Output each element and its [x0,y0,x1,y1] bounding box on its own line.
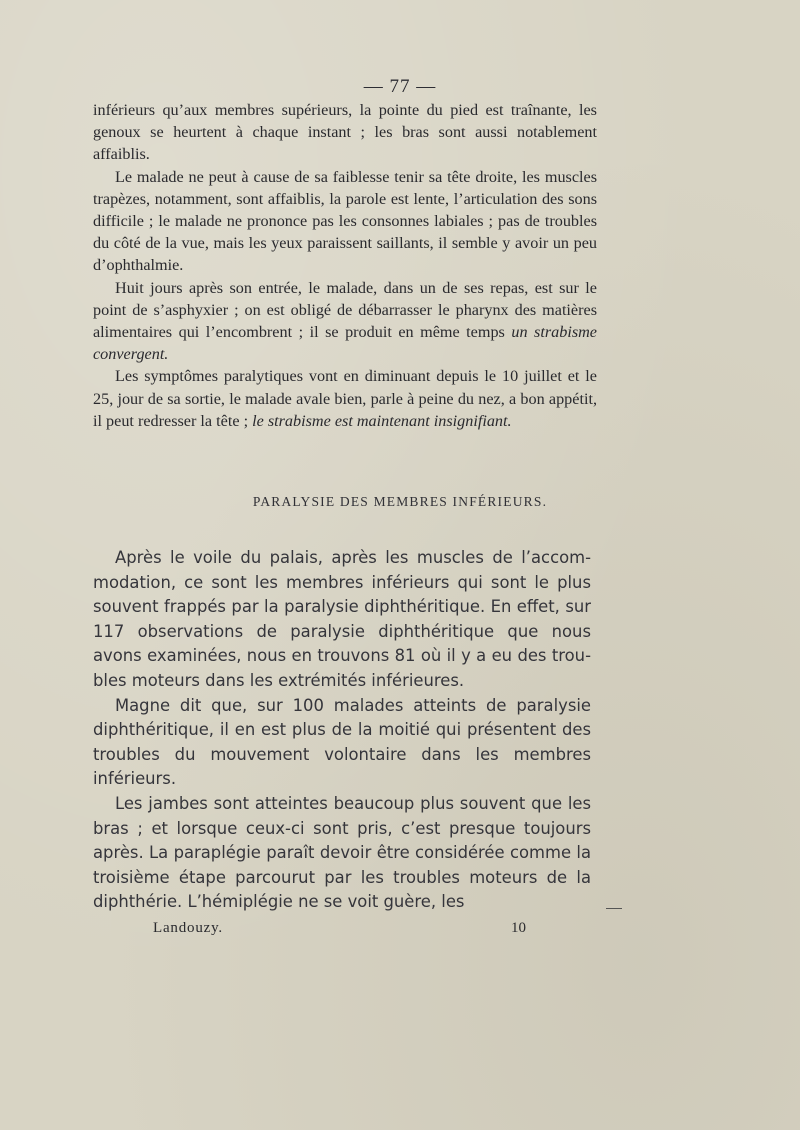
paragraph-frequency: Après le voile du palais, après les muscles de l’accommodation, ce sont les membres inférieurs qui sont le plus souvent frappés par la paralysie diphthéritique. En effet, sur 117 observations de paralysie diphthéritique que nous avons examinées, nous en trouvons 81 où il y a eu des troubles moteurs dans les extrémités inférieures. [93,548,591,690]
section-body-text [93,546,591,915]
paragraph-recovery-text: Les symptômes paralytiques vont en diminuant depuis le 10 juillet et le 25, jour de sa sortie, le malade avale bien, parle à peine du nez, a bon appétit, il peut redresser la tête ; [93,367,597,430]
italic-strabismus-convergent: un strabisme convergent. [93,323,597,364]
paragraph-asphyxia [93,277,597,366]
signature-number: 10 [511,920,526,936]
paragraph-magne: Magne dit que, sur 100 malades atteints de paralysie diphthéritique, il en est plus de la moitié qui présentent des troubles du mouvement volontaire dans les membres inférieurs. [93,695,591,789]
paragraph-asphyxia-text: Huit jours après son entrée, le malade, dans un de ses repas, est sur le point de s’asphyxier ; on est obligé de débarrasser le pharynx des matières alimentaires qui l’encombrent ; il se produit en même temps [93,278,597,342]
paragraph-recovery [93,365,597,432]
italic-strabismus-insignificant: le strabisme est maintenant insignifiant. [252,411,512,430]
margin-mark [606,908,622,909]
case-report-text [93,99,597,432]
paragraph-continuation: inférieurs qu’aux membres supérieurs, la pointe du pied est traînante, les genoux se heurtent à chaque instant ; les bras sont aussi notablement affaiblis. [93,101,597,164]
paragraph-legs: Les jambes sont atteintes beaucoup plus souvent que les bras ; et lorsque ceux-ci sont pris, c’est presque toujours après. La paraplégie paraît devoir être considérée comme la troisième étape parcourut par les troubles moteurs de la diphthérie. L’hémiplégie ne se voit guère, les [93,793,591,912]
signature-author: Landouzy. [153,920,223,936]
section-heading: PARALYSIE DES MEMBRES INFÉRIEURS. [252,494,548,509]
paragraph-head-weakness: Le malade ne peut à cause de sa faiblesse tenir sa tête droite, les muscles trapèzes, notamment, sont affaiblis, la parole est lente, l’articulation des sons difficile ; le malade ne prononce pas les consonnes labiales ; pas de troubles du côté de la vue, mais les yeux paraissent saillants, il semble y avoir un peu d’ophthalmie. [93,167,597,275]
page-number: — 77 — [363,76,437,97]
